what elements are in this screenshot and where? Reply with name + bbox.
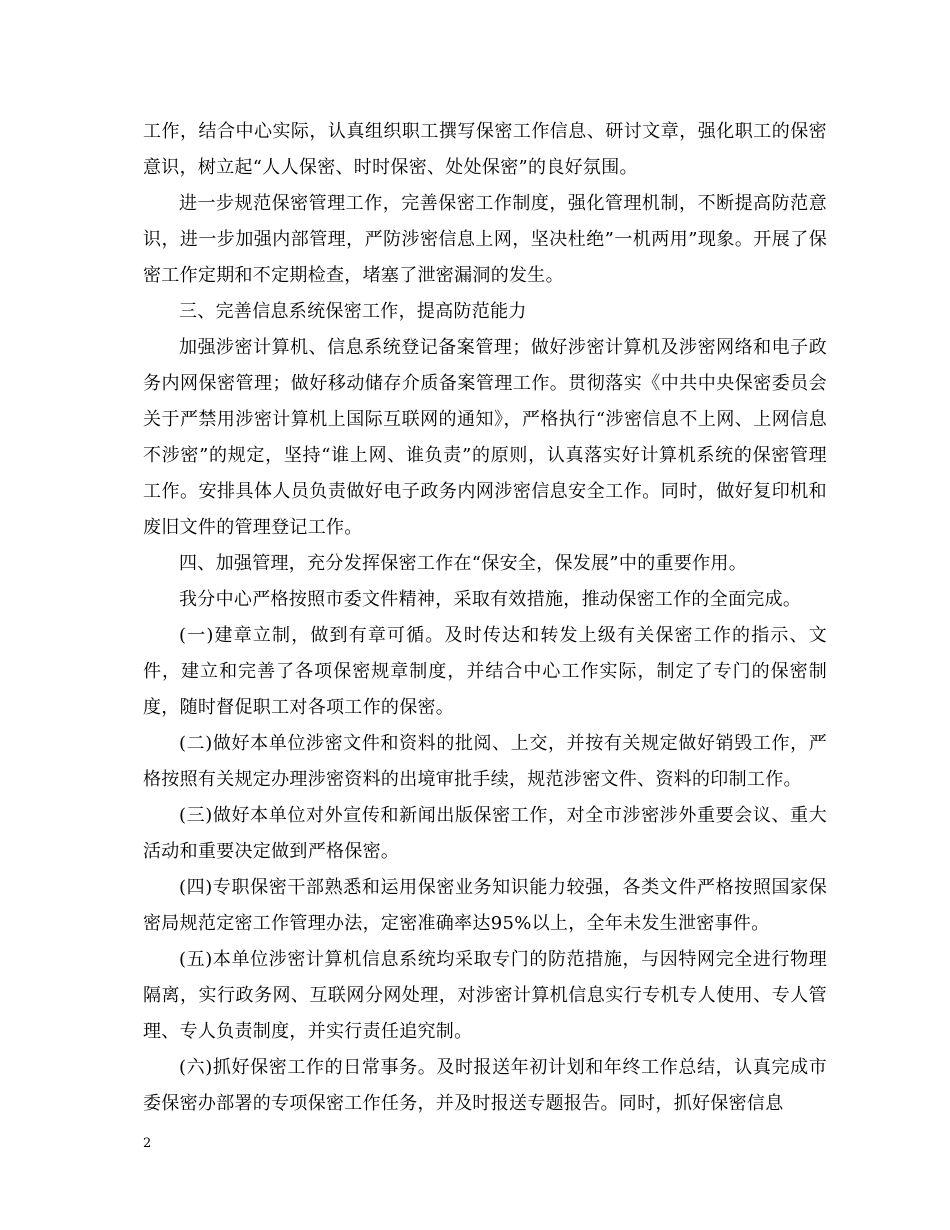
list-item-2: (二)做好本单位涉密文件和资料的批阅、上交，并按有关规定做好销毁工作，严格按照有关规定办理涉密资料的出境审批手续，规范涉密文件、资料的印制工作。 — [143, 733, 827, 790]
list-item-3: (三)做好本单位对外宣传和新闻出版保密工作，对全市涉密涉外重要会议、重大活动和重要决定做到严格保密。 — [143, 805, 827, 862]
paragraph-1: 工作，结合中心实际，认真组织职工撰写保密工作信息、研讨文章，强化职工的保密意识，树立起“人人保密、时时保密、处处保密”的良好氛围。 — [143, 121, 827, 178]
paragraph-2: 进一步规范保密管理工作，完善保密工作制度，强化管理机制，不断提高防范意识，进一步加强内部管理，严防涉密信息上网，坚决杜绝”一机两用”现象。开展了保密工作定期和不定期检查，堵塞了泄密漏洞的发生。 — [143, 193, 827, 286]
list-item-1: (一)建章立制，做到有章可循。及时传达和转发上级有关保密工作的指示、文件，建立和完善了各项保密规章制度，并结合中心工作实际，制定了专门的保密制度，随时督促职工对各项工作的保密。 — [143, 625, 827, 718]
list-item-5: (五)本单位涉密计算机信息系统均采取专门的防范措施，与因特网完全进行物理隔离，实行政务网、互联网分网处理，对涉密计算机信息实行专机专人使用、专人管理、专人负责制度，并实行责任追究制。 — [143, 949, 827, 1042]
list-item-6: (六)抓好保密工作的日常事务。及时报送年初计划和年终工作总结，认真完成市委保密办部署的专项保密工作任务，并及时报送专题报告。同时，抓好保密信息 — [143, 1057, 827, 1114]
list-item-4: (四)专职保密干部熟悉和运用保密业务知识能力较强，各类文件严格按照国家保密局规范定密工作管理办法，定密准确率达95%以上，全年未发生泄密事件。 — [143, 877, 827, 934]
paragraph-6: 我分中心严格按照市委文件精神，采取有效措施，推动保密工作的全面完成。 — [179, 589, 802, 610]
section-heading-4: 四、加强管理，充分发挥保密工作在“保安全，保发展”中的重要作用。 — [179, 553, 748, 574]
document-body — [143, 114, 827, 1122]
paragraph-4: 加强涉密计算机、信息系统登记备案管理；做好涉密计算机及涉密网络和电子政务内网保密管理；做好移动储存介质备案管理工作。贯彻落实《中共中央保密委员会关于严禁用涉密计算机上国际互联网的通知》，严格执行“涉密信息不上网、上网信息不涉密”的规定，坚持“谁上网、谁负责”的原则，认真落实好计算机系统的保密管理工作。安排具体人员负责做好电子政务内网涉密信息安全工作。同时，做好复印机和废旧文件的管理登记工作。 — [143, 337, 827, 538]
page-number: 2 — [143, 1136, 152, 1151]
section-heading-3: 三、完善信息系统保密工作，提高防范能力 — [179, 301, 527, 322]
